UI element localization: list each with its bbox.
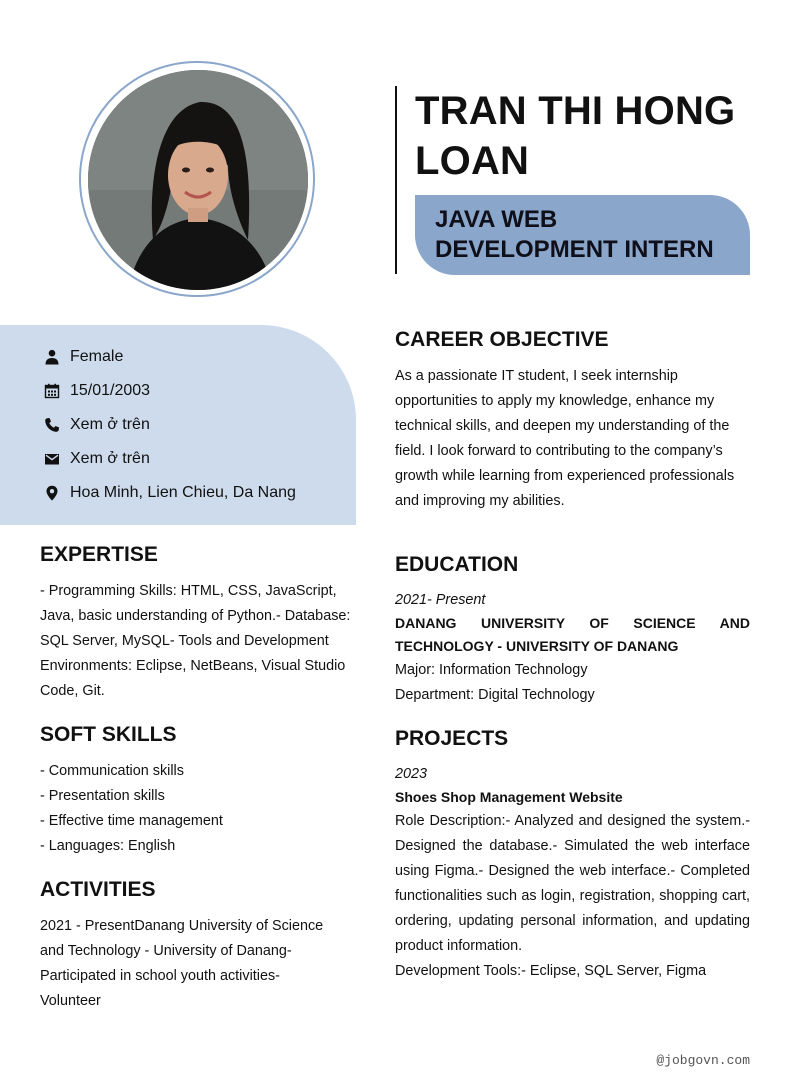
- project-entry: [395, 763, 750, 984]
- project-year: 2023: [395, 766, 428, 782]
- list-item: - Languages: English: [40, 838, 176, 854]
- school-name-line2: TECHNOLOGY - UNIVERSITY OF DANANG: [395, 638, 679, 654]
- list-item: - Communication skills: [40, 763, 184, 779]
- project-description: Role Description:- Analyzed and designed the system.- Designed the database.- Simulated the web interface using Figma.- Designed the web interface.- Completed functionalities such as login, registration, shopping cart, ordering, updating personal information, and updating product information.: [395, 813, 750, 954]
- portrait-illustration: [88, 70, 308, 290]
- address-text: Hoa Minh, Lien Chieu, Da Nang: [70, 484, 296, 501]
- school-name-line1: DANANG UNIVERSITY OF SCIENCE AND: [395, 615, 750, 631]
- contact-birthdate: [44, 379, 344, 403]
- name-divider: [395, 86, 397, 274]
- contact-address: [44, 481, 344, 505]
- expertise-text: - Programming Skills: HTML, CSS, JavaScript, Java, basic understanding of Python.- Database: SQL Server, MySQL- Tools and Development Environments: Eclipse, NetBeans, Visual Studio Code, Git.: [40, 583, 351, 699]
- profile-photo: [88, 70, 308, 290]
- project-tools: Development Tools:- Eclipse, SQL Server, Figma: [395, 963, 707, 979]
- phone-icon: [44, 417, 60, 433]
- list-item: - Presentation skills: [40, 788, 165, 804]
- career-objective-heading: CAREER OBJECTIVE: [395, 328, 609, 351]
- activities-heading: ACTIVITIES: [40, 878, 156, 901]
- candidate-name: TRAN THI HONG LOAN: [415, 89, 736, 183]
- email-text: Xem ở trên: [70, 450, 150, 467]
- education-department: Department: Digital Technology: [395, 687, 595, 703]
- contact-email: [44, 447, 344, 471]
- education-period: 2021- Present: [395, 592, 486, 608]
- calendar-icon: [44, 383, 60, 399]
- education-heading: EDUCATION: [395, 553, 519, 576]
- person-icon: [44, 349, 60, 365]
- soft-skills-list: [40, 759, 358, 859]
- contact-phone: [44, 413, 344, 437]
- location-pin-icon: [44, 485, 60, 501]
- list-item: - Effective time management: [40, 813, 223, 829]
- contact-gender: [44, 345, 344, 369]
- job-title: JAVA WEB DEVELOPMENT INTERN: [435, 206, 714, 263]
- footer-watermark: @jobgovn.com: [656, 1053, 750, 1068]
- phone-text: Xem ở trên: [70, 416, 150, 433]
- soft-skills-heading: SOFT SKILLS: [40, 723, 177, 746]
- projects-heading: PROJECTS: [395, 727, 509, 750]
- project-name: Shoes Shop Management Website: [395, 789, 623, 805]
- gender-text: Female: [70, 348, 124, 365]
- activities-text: 2021 - PresentDanang University of Science and Technology - University of Danang- Participated in school youth activities- Volunteer: [40, 918, 324, 1009]
- mail-icon: [44, 451, 60, 467]
- birthdate-text: 15/01/2003: [70, 382, 151, 399]
- education-entry: [395, 588, 750, 708]
- career-objective-text: As a passionate IT student, I seek internship opportunities to apply my knowledge, enhance my technical skills, and deepen my understanding of the field. I look forward to contributing to the company’s growth while learning from experienced professionals and improving my abilities.: [395, 368, 735, 509]
- expertise-heading: EXPERTISE: [40, 543, 158, 566]
- education-major: Major: Information Technology: [395, 662, 588, 678]
